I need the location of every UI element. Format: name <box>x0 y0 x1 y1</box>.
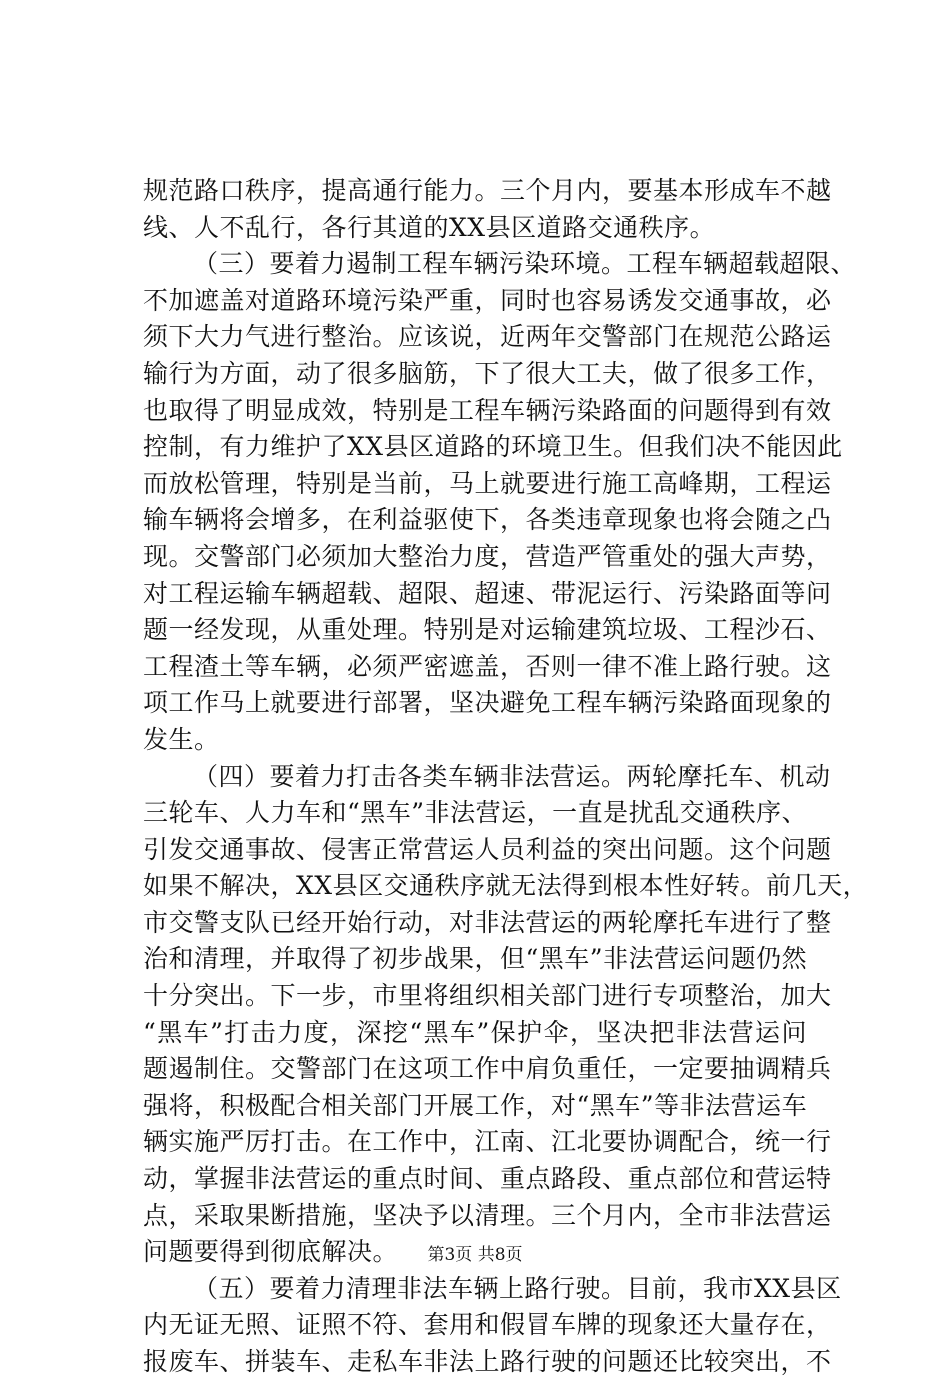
text-line: “黑车”打击力度，深挖“黑车”保护伞，坚决把非法营运问 <box>143 1017 807 1047</box>
text-line: 引发交通事故、侵害正常营运人员利益的突出问题。这个问题 <box>143 834 832 864</box>
text-line: 题遏制住。交警部门在这项工作中肩负重任，一定要抽调精兵 <box>143 1054 832 1084</box>
text-line: 报废车、拼装车、走私车非法上路行驶的问题还比较突出，不 <box>143 1347 832 1376</box>
text-line: 输行为方面，动了很多脑筋，下了很大工夫，做了很多工作， <box>143 358 832 388</box>
text-line: 三轮车、人力车和“黑车”非法营运，一直是扰乱交通秩序、 <box>143 798 808 828</box>
paragraph <box>143 246 857 758</box>
text-line: 输车辆将会增多，在利益驱使下，各类违章现象也将会随之凸 <box>143 505 832 535</box>
text-line: 也取得了明显成效，特别是工程车辆污染路面的问题得到有效 <box>143 395 832 425</box>
text-line: 现。交警部门必须加大整治力度，营造严管重处的强大声势， <box>143 541 832 571</box>
text-line: （五）要着力清理非法车辆上路行驶。目前，我市XX县区 <box>193 1273 842 1303</box>
text-line: 辆实施严厉打击。在工作中，江南、江北要协调配合，统一行 <box>143 1127 832 1157</box>
text-line: 市交警支队已经开始行动，对非法营运的两轮摩托车进行了整 <box>143 907 832 937</box>
text-line: 内无证无照、证照不符、套用和假冒车牌的现象还大量存在， <box>143 1310 832 1340</box>
text-line: 题一经发现，从重处理。特别是对运输建筑垃圾、工程沙石、 <box>143 615 832 645</box>
text-line: 动，掌握非法营运的重点时间、重点路段、重点部位和营运特 <box>143 1164 832 1194</box>
page-number-label: 第3页 共8页 <box>427 1245 523 1265</box>
text-line: 工程渣土等车辆，必须严密遮盖，否则一律不准上路行驶。这 <box>143 651 832 681</box>
text-line: 而放松管理，特别是当前，马上就要进行施工高峰期，工程运 <box>143 468 832 498</box>
text-line: 控制，有力维护了XX县区道路的环境卫生。但我们决不能因此 <box>143 432 843 462</box>
text-line: 线、人不乱行，各行其道的XX县区道路交通秩序。 <box>143 212 716 242</box>
paragraph <box>143 173 832 246</box>
text-line: 点，采取果断措施，坚决予以清理。三个月内，全市非法营运 <box>143 1200 832 1230</box>
text-line: 对工程运输车辆超载、超限、超速、带泥运行、污染路面等问 <box>143 578 832 608</box>
text-line: （四）要着力打击各类车辆非法营运。两轮摩托车、机动 <box>193 761 831 791</box>
text-line: 治和清理，并取得了初步战果，但“黑车”非法营运问题仍然 <box>143 944 808 974</box>
paragraph <box>143 759 869 1271</box>
text-line: 发生。 <box>143 724 220 754</box>
document-body <box>143 173 869 1381</box>
text-line: （三）要着力遏制工程车辆污染环境。工程车辆超载超限、 <box>193 249 857 279</box>
text-line: 不加遮盖对道路环境污染严重，同时也容易诱发交通事故，必 <box>143 285 832 315</box>
text-line: 强将，积极配合相关部门开展工作，对“黑车”等非法营运车 <box>143 1090 808 1120</box>
text-line: 须下大力气进行整治。应该说，近两年交警部门在规范公路运 <box>143 322 832 352</box>
text-line: 如果不解决，XX县区交通秩序就无法得到根本性好转。前几天， <box>143 871 869 901</box>
text-line: 规范路口秩序，提高通行能力。三个月内，要基本形成车不越 <box>143 176 832 205</box>
text-line: 十分突出。下一步，市里将组织相关部门进行专项整治，加大 <box>143 981 832 1011</box>
paragraph <box>143 1271 842 1381</box>
text-line: 项工作马上就要进行部署，坚决避免工程车辆污染路面现象的 <box>143 688 832 718</box>
text-line: 问题要得到彻底解决。 <box>143 1237 399 1267</box>
page-footer <box>0 1244 950 1266</box>
